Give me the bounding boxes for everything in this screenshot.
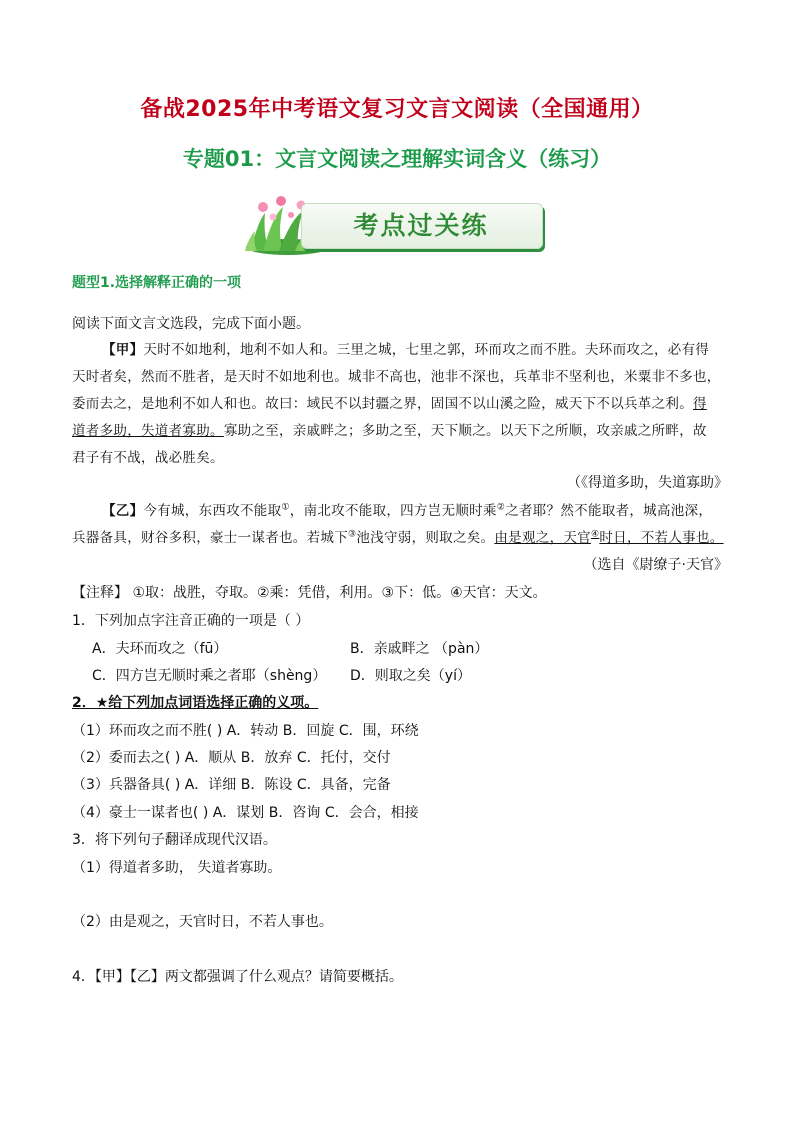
passage-jia-line-1: 【甲】天时不如地利，地利不如人和。三里之城，七里之郭，环而攻之而不胜。夫环而攻之，必有得 <box>102 342 710 358</box>
question-3-sentence-2: （2）由是观之，天官时日，不若人事也。 <box>72 914 333 930</box>
question-1-option-b[interactable]: B．亲戚畔之 （pàn） <box>350 641 489 657</box>
passage-jia-line-2: 天时者矣，然而不胜者，是天时不如地利也。城非不高也，池非不深也，兵革非不坚利也，米粟非不多也， <box>72 369 721 385</box>
question-2-item-1: （1）环而攻之而不胜( ) A．转动 B．回旋 C．围，环绕 <box>72 723 419 739</box>
passage-jia-line-4: 道者多助，失道者寡助。寡助之至，亲戚畔之；多助之至，天下顺之。以天下之所顺，攻亲戚之所畔，故 <box>72 423 707 439</box>
question-1-stem: 1．下列加点字注音正确的一项是（ ） <box>72 613 310 629</box>
passage-yi-line-2: 兵器备具，财谷多积，豪士一谋者也。若城下③池浅守弱，则取之矣。由是观之，天官④时日，不若人事也。 <box>72 529 724 546</box>
question-4-stem: 4．【甲】【乙】两文都强调了什么观点？请简要概括。 <box>72 969 403 985</box>
passage-jia-source: （《得道多助，失道寡助》 <box>567 475 728 491</box>
passage-jia-line-3: 委而去之，是地利不如人和也。故曰：域民不以封疆之界，固国不以山溪之险，威天下不以兵革之利。得 <box>72 396 707 412</box>
question-1-option-a[interactable]: A．夫环而攻之（fū） <box>92 641 228 657</box>
question-2-item-4: （4）豪士一谋者也( ) A．谋划 B．咨询 C．会合，相接 <box>72 805 419 821</box>
section-banner <box>243 193 548 255</box>
question-3-stem: 3．将下列句子翻译成现代汉语。 <box>72 832 277 848</box>
document-title: 备战2025年中考语文复习文言文阅读（全国通用） <box>140 97 654 122</box>
question-1-option-d[interactable]: D．则取之矣（yí） <box>350 668 471 684</box>
question-2-item-2: （2）委而去之( ) A．顺从 B．放弃 C．托付，交付 <box>72 750 391 766</box>
banner-title: 考点过关练 <box>353 211 489 240</box>
question-1-option-c[interactable]: C．四方岂无顺时乘之者耶（shèng） <box>92 668 327 684</box>
question-type-heading: 题型1.选择解释正确的一项 <box>72 275 242 291</box>
question-3-sentence-1: （1）得道者多助， 失道者寡助。 <box>72 860 282 876</box>
passage-yi-line-1: 【乙】今有城，东西攻不能取①，南北攻不能取，四方岂无顺时乘②之者耶？然不能取者，城高池深， <box>102 502 713 519</box>
annotation-notes: 【注释】 ①取：战胜，夺取。②乘：凭借，利用。③下：低。④天官：天文。 <box>72 585 547 601</box>
passage-yi-source: （选自《尉缭子·天官》 <box>583 557 728 573</box>
passage-jia-line-5: 君子有不战，战必胜矣。 <box>72 450 224 466</box>
question-2-item-3: （3）兵器备具( ) A．详细 B．陈设 C．具备，完备 <box>72 777 391 793</box>
passage-jia-label: 【甲】 <box>102 342 144 358</box>
question-2-stem: 2．★给下列加点词语选择正确的义项。 <box>72 695 319 711</box>
document-subtitle: 专题01：文言文阅读之理解实词含义（练习） <box>182 147 612 171</box>
instruction-text: 阅读下面文言文选段，完成下面小题。 <box>72 316 310 332</box>
passage-yi-label: 【乙】 <box>102 503 144 519</box>
